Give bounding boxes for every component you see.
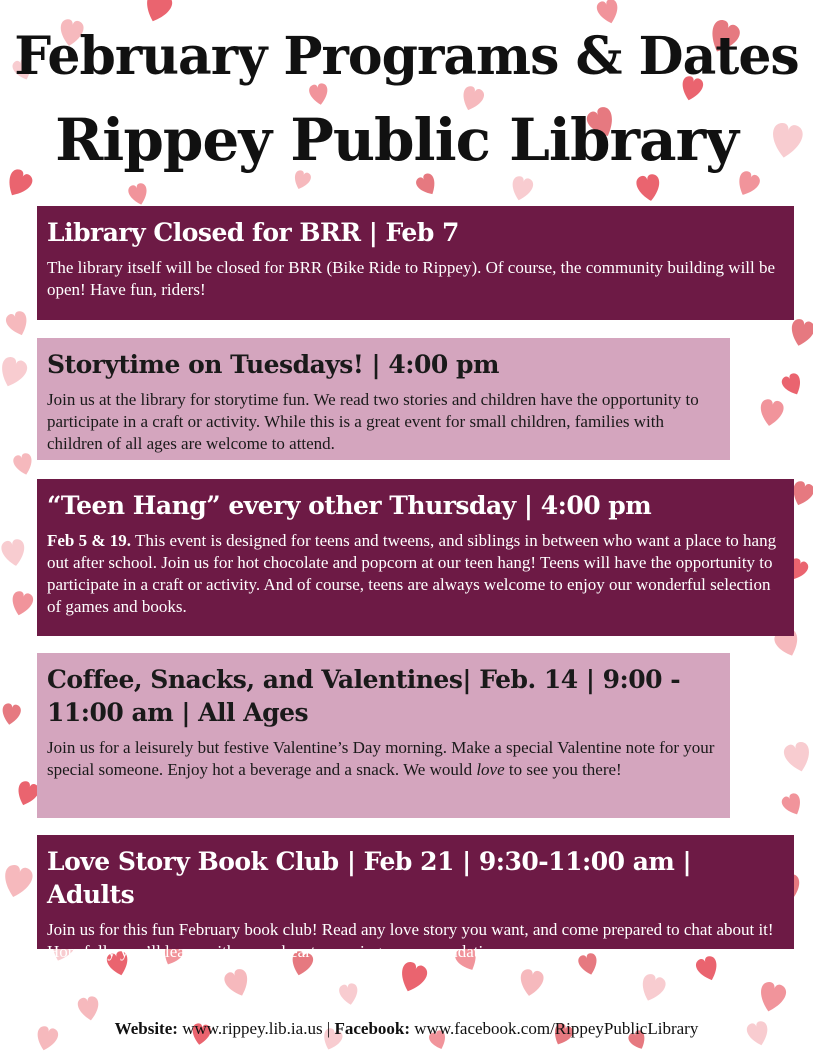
event-description <box>47 530 782 618</box>
footer-contact <box>0 1019 813 1039</box>
heart-icon <box>0 538 27 568</box>
heart-icon <box>338 983 360 1007</box>
event-heading: “Teen Hang” every other Thursday | 4:00 pm <box>47 491 652 520</box>
event-description-emphasis: love <box>476 760 505 779</box>
event-card-storytime <box>37 338 730 460</box>
heart-icon <box>756 980 788 1014</box>
event-dates-lead: Feb 5 & 19. <box>47 531 132 550</box>
heart-icon <box>758 398 785 428</box>
heart-icon <box>12 452 35 477</box>
event-heading: Library Closed for BRR | Feb 7 <box>47 218 459 247</box>
heart-icon <box>787 318 813 349</box>
facebook-label: Facebook: <box>334 1019 411 1038</box>
heart-icon <box>9 590 35 618</box>
heart-icon <box>780 792 805 819</box>
event-description: Join us at the library for storytime fun. We read two stories and children have the opportunity to participate in a craft or activity. While this is a great event for small children, families with children of all ages are welcome to attend. <box>47 390 699 453</box>
heart-icon <box>0 863 34 900</box>
event-description: Join us for this fun February book club! Read any love story you want, and come prepared to chat about it! Hopefully you’ll leave with many heart-warming recommendations. <box>47 920 774 961</box>
page-title-library: Rippey Public Library <box>55 106 738 174</box>
event-card-book-club <box>37 835 794 961</box>
page-title-programs: February Programs & Dates <box>14 26 799 87</box>
website-link[interactable]: www.rippey.lib.ia.us | <box>177 1019 335 1038</box>
event-heading: Storytime on Tuesdays! | 4:00 pm <box>47 350 499 379</box>
heart-icon <box>127 182 150 207</box>
heart-icon <box>780 372 805 399</box>
heart-icon <box>509 175 535 203</box>
heart-icon <box>222 967 252 999</box>
heart-icon <box>595 0 621 26</box>
facebook-link[interactable]: www.facebook.com/RippeyPublicLibrary <box>410 1019 699 1038</box>
heart-icon <box>414 171 440 198</box>
event-description: The library itself will be closed for BRR (Bike Ride to Rippey). Of course, the community building will be open! Have fun, riders! <box>47 258 776 299</box>
event-card-coffee-valentines <box>37 653 730 818</box>
website-label: Website: <box>114 1019 178 1038</box>
heart-icon <box>0 703 22 727</box>
event-card-teen-hang <box>37 479 794 636</box>
event-heading: Coffee, Snacks, and Valentines| Feb. 14 | 9:00 - 11:00 am | All Ages <box>47 665 681 727</box>
event-description-text-end: to see you there! <box>504 760 622 779</box>
event-description-text: This event is designed for teens and tweens, and siblings in between who want a place to hang out after school. Join us for hot chocolate and popcorn at our teen hang! Teens will have the opportunity to participate in a craft or activity. And of course, teens are always welcome to enjoy our wonderful selection of games and books. <box>47 531 777 616</box>
heart-icon <box>518 968 545 998</box>
heart-icon <box>635 173 662 203</box>
event-description <box>47 737 718 781</box>
event-card-library-closed <box>37 206 794 320</box>
heart-icon <box>637 972 667 1004</box>
heart-icon <box>141 0 174 25</box>
heart-icon <box>4 309 31 338</box>
heart-icon <box>782 740 813 774</box>
event-heading: Love Story Book Club | Feb 21 | 9:30-11:00 am | Adults <box>47 847 692 909</box>
heart-icon <box>396 960 429 996</box>
event-description-text: Join us for a leisurely but festive Valentine’s Day morning. Make a special Valentine note for your special someone. Enjoy hot a beverage and a snack. We would <box>47 738 715 779</box>
heart-icon <box>0 355 29 391</box>
